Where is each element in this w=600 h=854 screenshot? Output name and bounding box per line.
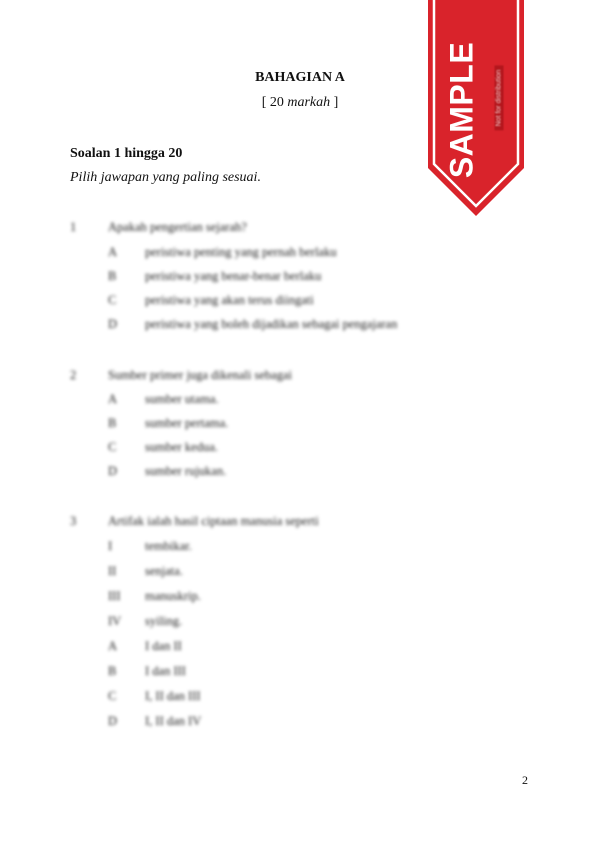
question-number: 3	[70, 514, 77, 528]
statement-text: manuskrip.	[145, 589, 201, 603]
option-text: peristiwa yang benar-benar berlaku	[145, 269, 322, 283]
option-text: I dan III	[145, 664, 186, 678]
option-text: peristiwa yang boleh dijadikan sebagai pengajaran	[145, 317, 398, 331]
option-text: sumber rujukan.	[145, 464, 227, 478]
option-letter: C	[108, 440, 117, 454]
option-text: I dan II	[145, 639, 182, 653]
statement-label: I	[108, 539, 113, 553]
option-letter: D	[108, 714, 118, 728]
option-letter: B	[108, 664, 117, 678]
question-range: Soalan 1 hingga 20	[70, 146, 183, 161]
question-number: 2	[70, 368, 77, 382]
instruction-text: Pilih jawapan yang paling sesuai.	[70, 170, 261, 185]
option-text: I, II dan III	[145, 689, 201, 703]
statement-text: syiling.	[145, 614, 183, 628]
option-text: peristiwa yang akan terus diingati	[145, 293, 314, 307]
sample-watermark	[428, 0, 524, 216]
marks-word: markah	[287, 95, 331, 110]
statement-label: III	[108, 589, 121, 603]
statement-text: tembikar.	[145, 539, 192, 553]
question-stem: Sumber primer juga dikenali sebagai	[108, 368, 292, 382]
option-text: sumber kedua.	[145, 440, 218, 454]
section-title: BAHAGIAN A	[255, 70, 345, 85]
marks-close: ]	[330, 95, 339, 110]
option-letter: D	[108, 317, 118, 331]
question-stem: Artifak ialah hasil ciptaan manusia seperti	[108, 514, 319, 528]
option-letter: C	[108, 293, 117, 307]
option-letter: A	[108, 639, 118, 653]
page-number: 2	[522, 773, 528, 787]
marks-open: [ 20	[261, 95, 288, 110]
watermark-subtext: Not for distribution	[495, 66, 504, 131]
statement-label: IV	[108, 614, 122, 628]
option-letter: A	[108, 392, 118, 406]
option-text: sumber utama.	[145, 392, 219, 406]
question-stem: Apakah pengertian sejarah?	[108, 220, 247, 234]
statement-text: senjata.	[145, 564, 183, 578]
option-letter: A	[108, 245, 118, 259]
watermark-text: SAMPLE	[443, 41, 480, 179]
statement-label: II	[108, 564, 117, 578]
option-letter: B	[108, 269, 117, 283]
option-text: sumber pertama.	[145, 416, 229, 430]
option-text: peristiwa penting yang pernah berlaku	[145, 245, 337, 259]
option-text: I, II dan IV	[145, 714, 202, 728]
option-letter: D	[108, 464, 118, 478]
question-number: 1	[70, 220, 77, 234]
option-letter: B	[108, 416, 117, 430]
option-letter: C	[108, 689, 117, 703]
